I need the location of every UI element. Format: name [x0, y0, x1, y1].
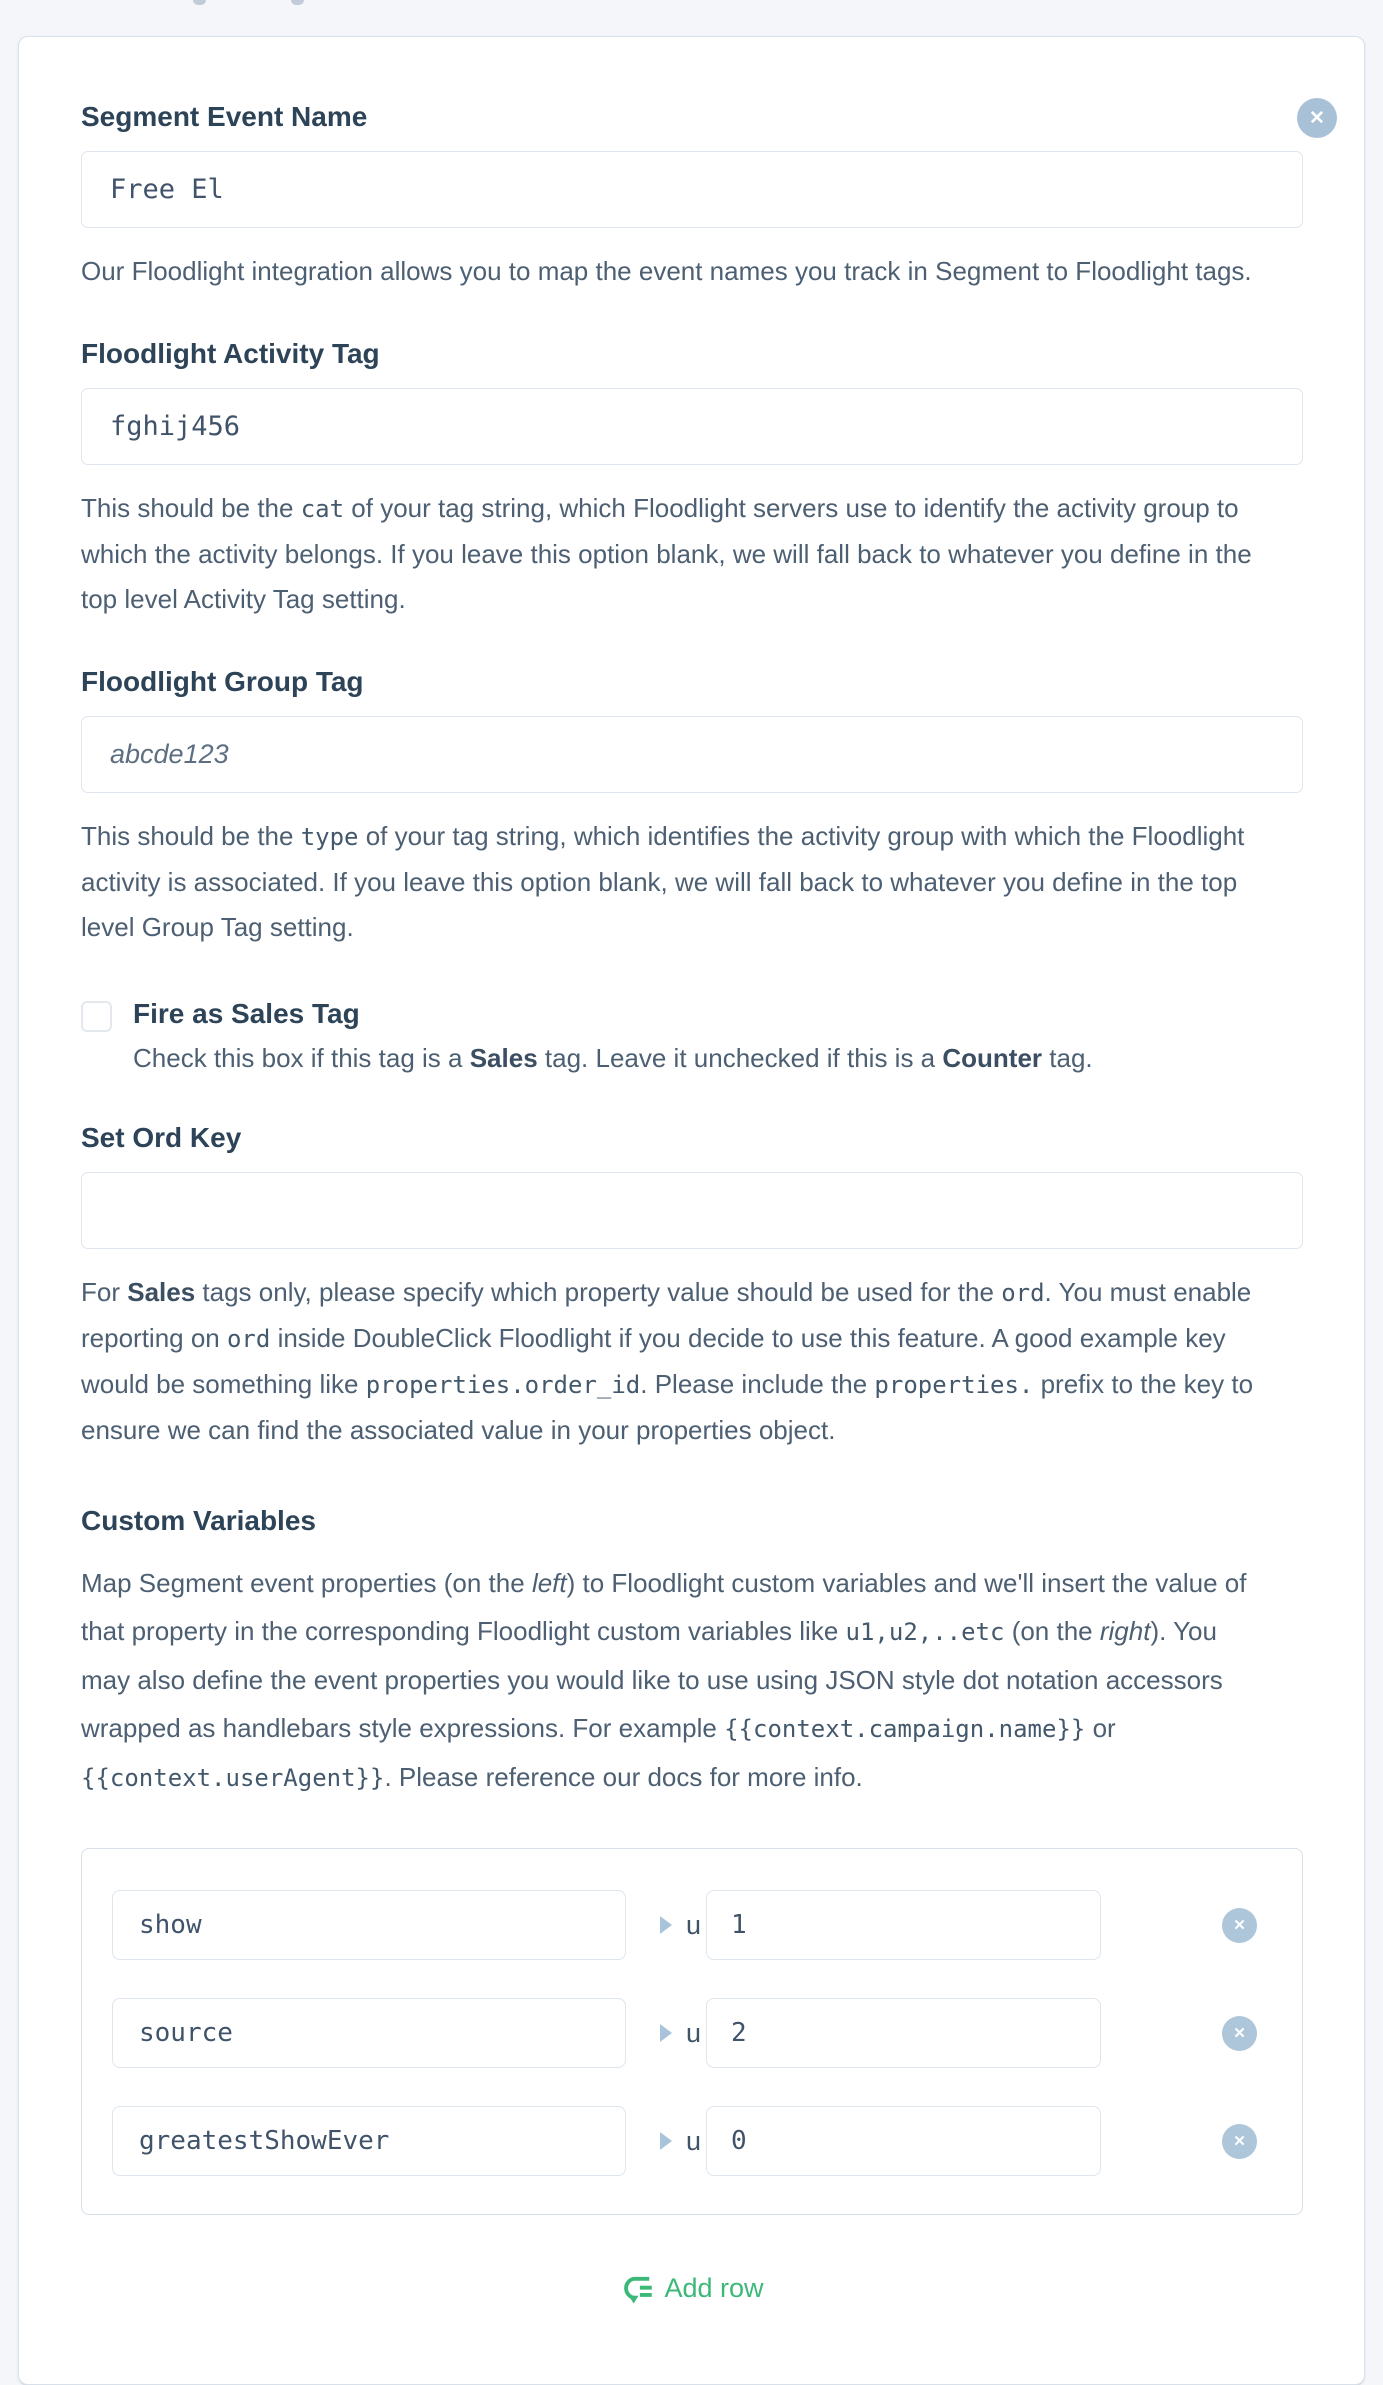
property-input[interactable]: [112, 1998, 626, 2068]
property-input[interactable]: [112, 1890, 626, 1960]
remove-row-button[interactable]: [1222, 1908, 1257, 1943]
variable-prefix-label: u: [686, 2017, 702, 2048]
custom-variable-row: [112, 1890, 1257, 1960]
fire-as-sales-checkbox[interactable]: [81, 1001, 112, 1032]
ord-key-help: For Sales tags only, please specify which property value should be used for the ord. You must enable reporting on ord inside DoubleClick Floodlight if you decide to use this feature. A good example key would be something like properties.order_id. Please include the properties. prefix to the key to ensure we can find the associated value in your properties object.: [81, 1277, 1254, 1445]
activity-tag-input[interactable]: [81, 388, 1303, 465]
event-name-label: Segment Event Name: [81, 101, 368, 132]
activity-tag-label: Floodlight Activity Tag: [81, 338, 380, 369]
remove-row-button[interactable]: [1222, 2124, 1257, 2159]
fire-as-sales-texts: [133, 998, 1093, 1078]
close-icon: ✕: [1233, 2132, 1246, 2150]
fire-as-sales-row: [81, 998, 1302, 1078]
cutoff-text-fragment: [193, 0, 206, 5]
variable-number-input[interactable]: [706, 2106, 1101, 2176]
add-row-button[interactable]: [81, 2273, 1302, 2304]
arrow-right-icon: [660, 2024, 672, 2042]
fire-as-sales-label: Fire as Sales Tag: [133, 998, 360, 1029]
variable-number-input[interactable]: [706, 1890, 1101, 1960]
group-tag-label: Floodlight Group Tag: [81, 666, 364, 697]
property-input[interactable]: [112, 2106, 626, 2176]
variable-number-input[interactable]: [706, 1998, 1101, 2068]
fire-as-sales-description: Check this box if this tag is a Sales tag. Leave it unchecked if this is a Counter tag.: [133, 1043, 1093, 1073]
arrow-right-icon: [660, 2132, 672, 2150]
arrow-right-icon: [660, 1916, 672, 1934]
custom-variable-row: [112, 2106, 1257, 2176]
floodlight-event-mapping-modal: [18, 36, 1365, 2385]
group-tag-input[interactable]: [81, 716, 1303, 793]
group-tag-help: This should be the type of your tag string, which identifies the activity group with which the Floodlight activity is associated. If you leave this option blank, we will fall back to whatever you define in the top level Group Tag setting.: [81, 821, 1245, 942]
custom-variables-heading: Custom Variables: [81, 1505, 316, 1536]
close-button[interactable]: [1297, 98, 1337, 138]
close-icon: ✕: [1309, 107, 1325, 129]
close-icon: ✕: [1233, 2024, 1246, 2042]
ord-key-input[interactable]: [81, 1172, 1303, 1249]
integration-description: Our Floodlight integration allows you to map the event names you track in Segment to Floodlight tags.: [81, 256, 1252, 286]
variable-prefix-label: u: [686, 1909, 702, 1940]
custom-variables-table: [81, 1848, 1303, 2215]
custom-variables-description: Map Segment event properties (on the left) to Floodlight custom variables and we'll insert the value of that property in the corresponding Floodlight custom variables like u1,u2,..etc (on the right). You may also define the event properties you would like to use using JSON style dot notation accessors wrapped as handlebars style expressions. For example {{context.campaign.name}} or {{context.userAgent}}. Please reference our docs for more info.: [81, 1568, 1247, 1792]
activity-tag-help: This should be the cat of your tag string, which Floodlight servers use to identify the activity group to which the activity belongs. If you leave this option blank, we will fall back to whatever you define in the top level Activity Tag setting.: [81, 493, 1252, 614]
remove-row-button[interactable]: [1222, 2016, 1257, 2051]
event-name-input[interactable]: [81, 151, 1303, 228]
cutoff-text-fragment: [291, 0, 304, 5]
close-icon: ✕: [1233, 1916, 1246, 1934]
add-row-icon: [619, 2274, 652, 2304]
custom-variable-row: [112, 1998, 1257, 2068]
ord-key-label: Set Ord Key: [81, 1122, 242, 1153]
variable-prefix-label: u: [686, 2125, 702, 2156]
add-row-label: Add row: [664, 2273, 764, 2303]
